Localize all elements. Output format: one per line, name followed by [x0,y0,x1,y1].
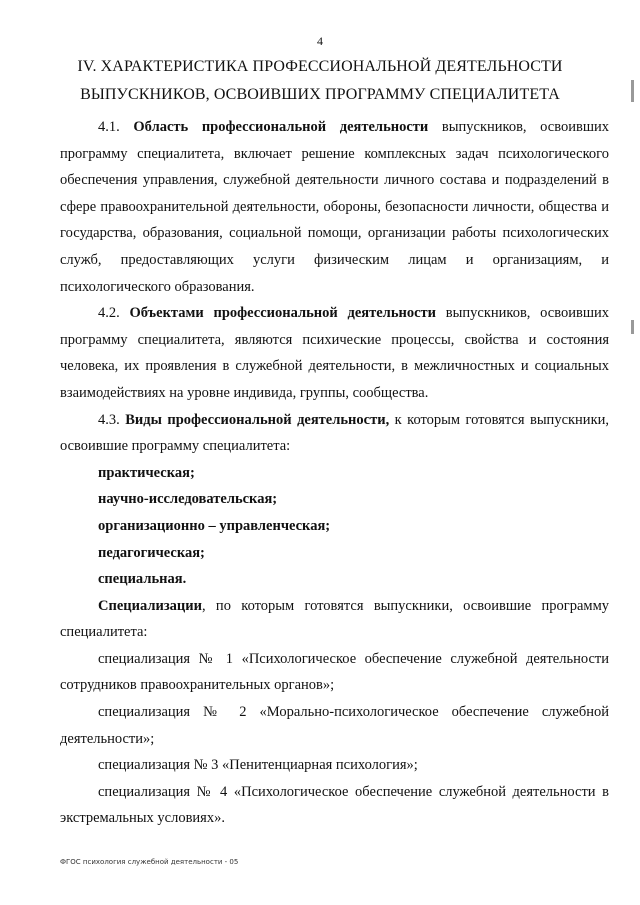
activity-type-item: педагогическая; [98,544,205,561]
scan-edge-mark [631,80,634,102]
activity-type-item: научно-исследовательская; [98,491,278,508]
activity-type-item: специальная. [98,571,187,588]
section-heading-line-1: IV. ХАРАКТЕРИСТИКА ПРОФЕССИОНАЛЬНОЙ ДЕЯТЕЛЬНОСТИ [77,58,563,75]
specialization-item: специализация № 1 «Психологическое обеспечение служебной деятельности сотрудников правоохранительных органов»; [60,650,609,694]
page-number: 4 [317,34,323,48]
paragraph-text: к которым готовятся выпускники, освоившие программу специалитета: [60,411,609,455]
bold-term: Объектами профессиональной деятельности [129,305,437,322]
specialization-item: специализация № 3 «Пенитенциарная психология»; [98,757,418,774]
bold-term: Специализации [98,597,202,614]
paragraph-4-3 [60,407,609,460]
paragraph-text: выпускников, освоивших программу специалитета, включает решение комплексных задач психологического обеспечения управления, служебной деятельности личного состава и подразделений в сфере правоохранительной деятельности, обороны, безопасности личности, общества и государства, образования, социальной помощи, организации работы психологических служб, предоставляющих услуги физическим лицам и организациям, и психологического образования. [60,119,610,295]
document-body [60,114,609,832]
paragraph-number: 4.1. [98,119,120,135]
paragraph-4-1 [60,114,609,300]
activity-type-item: организационно – управленческая; [98,517,331,534]
section-heading-line-2: ВЫПУСКНИКОВ, ОСВОИВШИХ ПРОГРАММУ СПЕЦИАЛИТЕТА [80,86,560,103]
scan-edge-mark [631,320,634,334]
paragraph-number: 4.3. [98,411,120,428]
paragraph-text: выпускников, освоивших программу специалитета, являются психические процессы, свойства и состояния человека, их проявления в служебной деятельности, в межличностных и социальных взаимодействиях на уровне индивида, группы, сообщества. [60,305,609,401]
paragraph-4-2 [60,300,609,406]
bold-term: Область профессиональной деятельности [133,119,429,135]
page-footer: ФГОС психология служебной деятельности - 05 [60,858,239,866]
specialization-item: специализация № 2 «Морально-психологическое обеспечение служебной деятельности»; [60,704,609,747]
activity-type-item: практическая; [98,464,195,481]
bold-term: Виды профессиональной деятельности, [125,411,390,428]
specializations-paragraph [60,593,609,646]
specialization-item: специализация № 4 «Психологическое обеспечение служебной деятельности в экстремальных условиях». [60,783,609,827]
paragraph-number: 4.2. [98,305,120,322]
paragraph-text: , по которым готовятся выпускники, освоившие программу специалитета: [60,597,609,641]
